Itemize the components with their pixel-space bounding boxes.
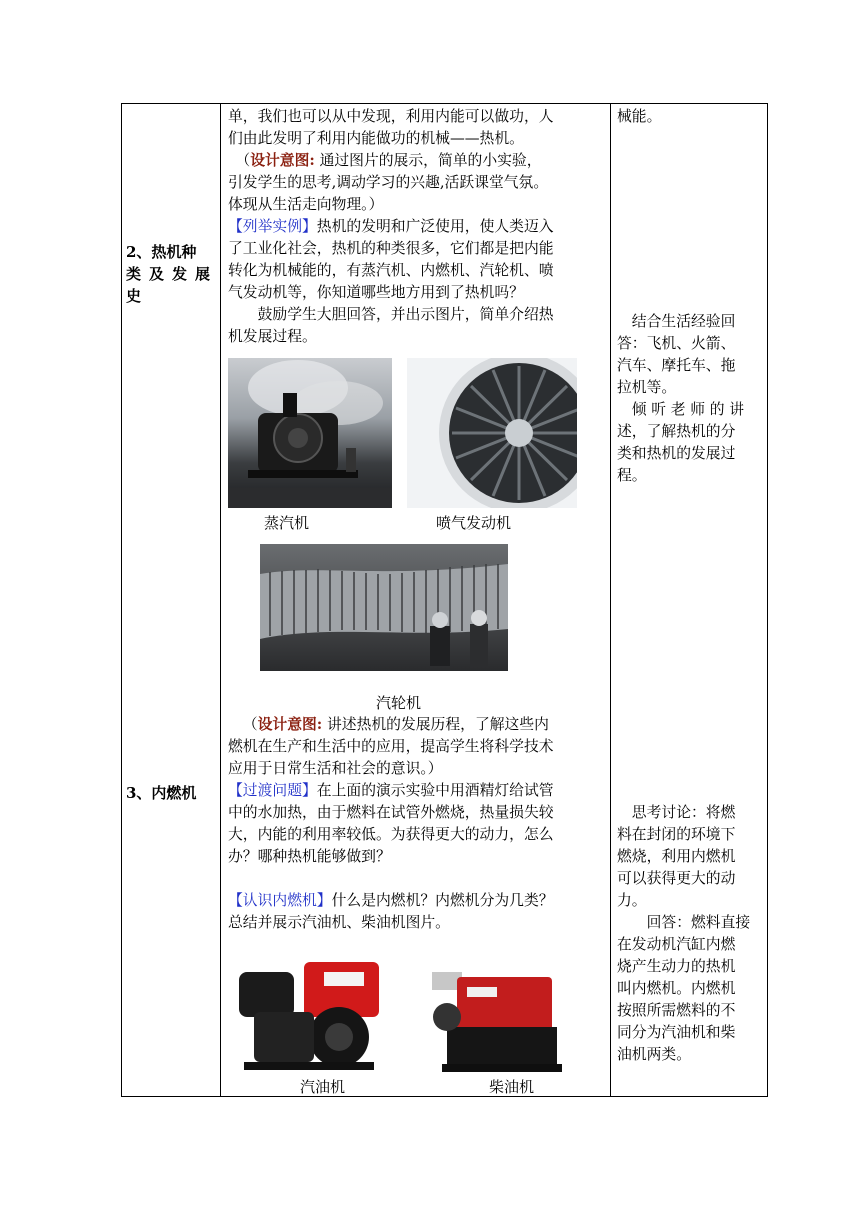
transition-label: 【过渡问题】 [228,782,317,799]
text-line: 料在封闭的环境下 [617,826,736,843]
caption-gasoline-engine: 汽油机 [300,1078,346,1096]
student-activity-text: 械能。 [617,108,662,125]
gasoline-engine-image [234,952,384,1074]
text-line: 燃机在生产和生活中的应用，提高学生将科学技术 [228,738,554,755]
text-line: 气发动机等，你知道哪些地方用到了热机吗？ [228,284,524,301]
steam-locomotive-image [228,358,392,508]
steam-turbine-image [260,544,508,671]
text-line: 按照所需燃料的不 [617,1002,736,1019]
gasoline-engine-icon [234,952,384,1074]
text-line: 鼓励学生大胆回答，并出示图片，简单介绍热 [257,306,554,323]
text-line: 转化为机械能的，有蒸汽机、内燃机、汽轮机、喷 [228,262,554,279]
transition-paragraph: 【过渡问题】在上面的演示实验中用酒精灯给试管 [228,782,554,799]
section-title-line: 史 [126,287,142,305]
text-line: 拉机等。 [617,379,677,396]
examples-label: 【列举实例】 [228,218,317,235]
column-divider-2 [610,104,611,1096]
text-line: 述，了解热机的分 [617,423,736,440]
text-line: 同分为汽油机和柴 [617,1024,736,1041]
student-activity-answer-1 [617,311,763,487]
text-line: 倾 听 老 师 的 讲 [631,401,745,418]
text-line: 力。 [617,892,647,909]
section-title-line: 2、热机种 [126,243,197,261]
text-line: 烧产生动力的热机 [617,958,736,975]
text-line: 们由此发明了利用内能做功的机械——热机。 [228,130,524,147]
text-line: 结合生活经验回 [631,313,736,330]
intro-paragraph [228,106,604,348]
text-line: 机发展过程。 [228,328,317,345]
text-line: 油机两类。 [617,1046,691,1063]
text-line: 可以获得更大的动 [617,870,736,887]
jet-engine-image [407,358,577,508]
text-line: 大，内能的利用率较低。为获得更大的动力，怎么 [228,826,554,843]
text-line: 叫内燃机。内燃机 [617,980,736,997]
design-intent-label: 设计意图: [250,152,315,169]
student-activity-answer-2 [617,802,763,1066]
caption-steam-engine: 蒸汽机 [264,514,310,532]
text-line: 了工业化社会，热机的种类很多，它们都是把内能 [228,240,554,257]
text-line: 应用于日常生活和社会的意识。） [228,760,443,777]
caption-jet-engine: 喷气发动机 [436,514,512,532]
design-intent-label: 设计意图: [257,716,323,733]
text-line: 总结并展示汽油机、柴油机图片。 [228,914,450,931]
text-line: 中的水加热，由于燃料在试管外燃烧，热量损失较 [228,804,554,821]
ice-label: 【认识内燃机】 [228,892,332,909]
text-line: 办？哪种热机能够做到？ [228,848,391,865]
caption-diesel-engine: 柴油机 [489,1078,535,1096]
diesel-engine-image [417,952,572,1082]
lesson-table [121,103,768,1097]
caption-steam-turbine: 汽轮机 [376,694,422,712]
text-line: 引发学生的思考,调动学习的兴趣,活跃课堂气氛。 [228,174,549,191]
text-line: 汽车、摩托车、拖 [617,357,736,374]
ice-paragraph: 【认识内燃机】什么是内燃机？内燃机分为几类？ [228,892,554,909]
design-intent-2: （设计意图: 讲述热机的发展历程，了解这些内 燃机在生产和生活中的应用，提高学生将科学技术 应用于日常生活和社会的意识。） 【过渡问题】在上面的演示实验中用酒精灯给试管 中的水加热，由于燃料在试管外燃烧，热量损失较 大，内能的利用率较低。为获得更大的动力，怎么 办？哪种热机能够做到？ 【认识内燃机】什么是内燃机？内燃机分为几类？ 总结并展示汽油机、柴油机图片。 [228,714,604,934]
examples-paragraph: 【列举实例】热机的发明和广泛使用，使人类迈入 [228,218,554,235]
steam-turbine-icon [260,544,508,671]
text-line: 类和热机的发展过 [617,445,736,462]
section-title-internal-combustion: 3、内燃机 [126,784,197,802]
text-line: 程。 [617,467,647,484]
section-title-line: 类 及 发 展 [126,265,210,283]
text-line: 体现从生活走向物理。） [228,196,384,213]
text-line: 思考讨论：将燃 [631,804,736,821]
text-line: 回答：燃料直接 [646,914,751,931]
text-line: 在发动机汽缸内燃 [617,936,736,953]
section-title-heat-engine-history [126,241,226,307]
design-intent-1: （设计意图: 通过图片的展示，简单的小实验， [235,152,542,169]
text-line: 单，我们也可以从中发现，利用内能可以做功，人 [228,108,554,125]
text-line: 答：飞机、火箭、 [617,335,736,352]
jet-engine-icon [407,358,577,508]
steam-locomotive-icon [228,358,392,508]
text-line: 燃烧，利用内燃机 [617,848,736,865]
diesel-engine-icon [417,952,572,1082]
